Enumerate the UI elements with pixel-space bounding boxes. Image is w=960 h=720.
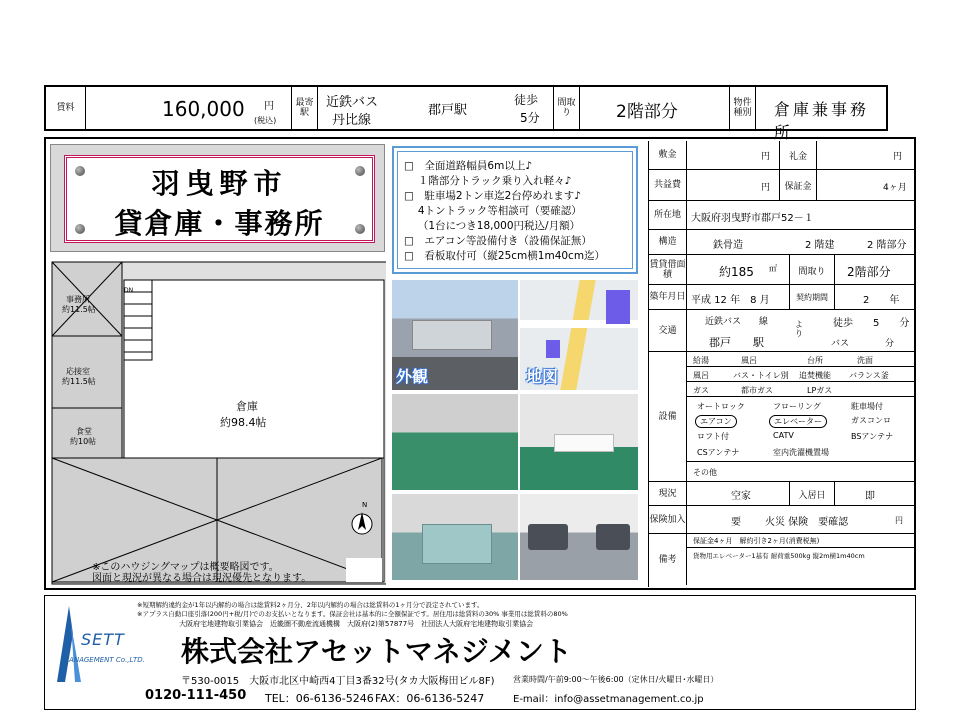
footer: [44, 595, 916, 710]
floorplan-note-1: ※このハウジングマップは概要略図です。: [92, 562, 279, 573]
walk-time: 5分: [520, 111, 540, 125]
equip-item: CATV: [773, 431, 794, 440]
equip-item: バランス釜: [849, 371, 889, 380]
equip-row: [687, 382, 915, 397]
stair-dn-label: DN: [124, 287, 134, 294]
equip-item: 洗面: [857, 356, 873, 365]
free-dial: 0120-111-450: [145, 688, 247, 703]
structure-label: 構造: [649, 230, 687, 254]
table-layout-label: 間取り: [789, 255, 835, 285]
address-label: 所在地: [649, 201, 687, 229]
equip-item: BSアンテナ: [851, 432, 894, 441]
footer-note-2: ※アプラス自動口座引落(200円+税/月)でのお支払いとなります。保証会社は基本的に全額保証です。居住用は総賃料の30% 事業用は総賃料の80%: [137, 610, 568, 618]
room-office-label: 事務所: [66, 295, 90, 304]
layout-cell: [580, 87, 730, 129]
floors-value: 2 階建: [805, 240, 835, 251]
feature-line: □ エアコン等設備付き（設備保証無）: [404, 235, 592, 247]
equip-item: ガスコンロ: [851, 416, 891, 425]
equip-item: CSアンテナ: [697, 448, 740, 457]
fire-insurance: 火災 保険 要確認: [765, 517, 849, 528]
row-transport: [649, 310, 915, 352]
feature-line: １階部分トラック乗り入れ軽々♪: [404, 175, 572, 187]
insurance-unit: 円: [895, 516, 903, 525]
map-area: [546, 340, 560, 358]
transport-walk: 徒歩 5 分: [833, 318, 910, 329]
type-label: 物件種別: [730, 87, 756, 129]
row-age: [649, 285, 915, 310]
contract-value: 2 年: [863, 295, 900, 306]
row-area: [649, 255, 915, 285]
row-structure: [649, 230, 915, 255]
station-label: 最寄駅: [292, 87, 318, 129]
move-in-value: 即: [865, 491, 875, 502]
features-box: [392, 146, 638, 274]
company-tel: TEL：06-6136-5246: [265, 692, 374, 705]
equip-item: 給湯: [693, 356, 709, 365]
equip-item: 追焚機能: [799, 371, 831, 380]
equip-item: バス・トイレ別: [733, 371, 789, 380]
company-name: 株式会社アセットマネジメント: [181, 635, 572, 668]
feature-line: （1台につき18,000円税込/月額）: [404, 220, 581, 232]
remarks-text-2: 貨物用エレベーター1基有 耐荷重500kg 縦2m横1m40cm: [693, 552, 865, 560]
room-office-size: 約11.5帖: [62, 305, 96, 314]
key-money-label: 礼金: [779, 141, 817, 170]
bus-company: 近鉄バス 線: [705, 317, 769, 327]
bus-line-2: 丹比線: [332, 113, 372, 128]
structure-value: 鉄骨造: [713, 240, 743, 251]
row-status: [649, 482, 915, 506]
floor-plan: [46, 258, 386, 588]
layout-value: 2階部分: [616, 102, 678, 122]
row-equipment: [649, 352, 915, 482]
rent-tax: (税込): [254, 116, 277, 125]
floorplan-note-2: 図面と現況が異なる場合は現況優先となります。: [92, 573, 312, 584]
equip-row: [687, 367, 915, 382]
rent-unit: 円: [264, 101, 274, 112]
reception-photo: [520, 494, 638, 580]
guarantee-value: 4ヶ月: [883, 183, 907, 193]
equip-other-row: [687, 462, 915, 482]
north-label: N: [362, 501, 368, 509]
room-reception-label: 応接室: [66, 367, 90, 376]
remarks-text-1: 保証金4ヶ月 解約引き2ヶ月(消費税無): [693, 537, 820, 545]
title-sign-frame: [64, 155, 375, 243]
row-remarks: [649, 534, 915, 585]
table-shape: [554, 434, 614, 452]
station-cell: [318, 87, 554, 129]
row-insurance: [649, 506, 915, 534]
age-label: 築年月日: [649, 285, 687, 309]
room-reception-size: 約11.5帖: [62, 377, 96, 386]
company-address: 〒530-0015 大阪市北区中崎西4丁目3番32号(タカ大阪梅田ビル8F): [181, 676, 495, 687]
company-logo-icon: [53, 604, 83, 684]
sign-title-city: 羽曳野市: [151, 167, 288, 200]
sofa-shape: [528, 524, 568, 550]
building-shape: [412, 320, 492, 350]
age-value: 平成 12 年 8 月: [691, 295, 770, 306]
room-dining-size: 約10帖: [70, 437, 97, 446]
transport-bus: バス 分: [831, 339, 895, 349]
feature-line: □ 全面道路幅員6m以上♪: [404, 160, 533, 172]
equip-item: ロフト付: [697, 432, 729, 441]
common-fee-unit: 円: [761, 183, 771, 193]
insurance-label: 保険加入: [649, 506, 687, 533]
row-common-fee: [649, 170, 915, 201]
equip-item: オートロック: [697, 402, 745, 411]
company-email: E-mail：info@assetmanagement.co.jp: [513, 694, 704, 705]
row-deposit: [649, 141, 915, 170]
room-dining-label: 食堂: [76, 427, 92, 436]
layout-label: 間取り: [554, 87, 580, 129]
floor-part-value: 2 階部分: [867, 240, 907, 251]
transport-label: 交通: [649, 310, 687, 351]
type-cell: [756, 87, 886, 142]
common-fee-label: 共益費: [649, 170, 687, 200]
feature-line: 4トントラック等相談可（要確認）: [404, 205, 582, 217]
deposit-unit: 円: [761, 152, 771, 162]
walk-label: 徒歩: [514, 93, 539, 107]
logo-text: SETT: [81, 630, 125, 649]
map-label: 地図: [526, 367, 559, 386]
map-area: [606, 290, 630, 324]
equip-row: [687, 352, 915, 367]
feature-line: □ 駐車場2トン車迄2台停めれます♪: [404, 190, 581, 202]
exterior-photo: [392, 280, 518, 390]
equip-item-circled: エアコン: [695, 415, 737, 428]
business-hours: 営業時間/午前9:00～午後6:00（定休日/火曜日･水曜日）: [513, 675, 719, 684]
insurance-value: 要: [731, 517, 741, 528]
area-unit: ㎡: [769, 264, 777, 273]
equip-item: ガス: [693, 386, 709, 395]
remarks-label: 備考: [649, 534, 687, 585]
warehouse-photo-1: [392, 394, 518, 490]
equip-item: 都市ガス: [741, 386, 773, 395]
station-name: 郡戸駅: [428, 103, 468, 118]
header-row: [44, 85, 888, 142]
equip-item-circled: エレベーター: [769, 415, 827, 428]
sofa-shape: [596, 524, 630, 550]
address-value: 大阪府羽曳野市郡戸52－１: [691, 213, 814, 224]
equip-grid: [687, 397, 915, 462]
equip-item: 風呂: [741, 356, 757, 365]
warehouse-photo-2: [520, 394, 638, 490]
remarks-line: [687, 534, 915, 548]
warehouse-size: 約98.4帖: [220, 416, 267, 429]
equip-item: 室内洗濯機置場: [773, 448, 829, 457]
status-value: 空家: [731, 491, 751, 502]
footer-note-1: ※短期解約違約金が1年以内解約の場合は総賃料2ヶ月分、2年以内解約の場合は総賃料の1ヶ月分で設定されています。: [137, 601, 484, 609]
map-road: [560, 280, 595, 390]
office-photo: [392, 494, 518, 580]
bus-line-1: 近鉄バス: [326, 95, 379, 110]
deposit-label: 敷金: [649, 141, 687, 169]
move-in-label: 入居日: [789, 482, 835, 506]
map-photo: [520, 280, 638, 390]
footer-association: 大阪府宅地建物取引業協会 近畿圏不動産流通機構 大阪府(2)第57877号 社団法人大阪府宅地建物取引業協会: [179, 620, 534, 628]
area-value: 約185: [719, 265, 754, 279]
equip-item: フローリング: [773, 402, 821, 411]
area-label: 賃貸借面積: [649, 255, 687, 284]
equip-other-label: その他: [693, 468, 717, 477]
equip-item: 風呂: [693, 371, 709, 380]
feature-line: □ 看板取付可（縦25cm横1m40cm迄）: [404, 250, 606, 262]
status-label: 現況: [649, 482, 687, 505]
key-money-unit: 円: [893, 152, 903, 162]
features-list: [397, 151, 633, 269]
rent-cell: [86, 87, 292, 129]
type-value: 倉庫兼事務所: [774, 100, 870, 142]
row-address: [649, 201, 915, 230]
company-fax: FAX：06-6136-5247: [375, 692, 485, 705]
warehouse-label: 倉庫: [236, 400, 258, 413]
guarantee-label: 保証金: [779, 170, 817, 201]
logo-subtext: MANAGEMENT Co.,LTD.: [63, 656, 145, 664]
transport-station: 郡戸 駅: [709, 336, 764, 349]
equipment-label: 設備: [649, 352, 687, 481]
property-table: [648, 141, 914, 587]
equip-item: 台所: [807, 356, 823, 365]
rent-label: 賃料: [46, 87, 86, 129]
yori-label: より: [795, 320, 803, 338]
exterior-label: 外観: [396, 367, 429, 386]
equip-item: LPガス: [807, 386, 833, 395]
desk-shape: [422, 524, 492, 564]
table-layout-value: 2階部分: [847, 265, 891, 279]
title-sign: [50, 144, 385, 252]
contract-label: 契約期間: [789, 285, 835, 310]
equip-item: 駐車場付: [851, 402, 883, 411]
rent-value: 160,000: [162, 97, 245, 121]
sign-title-type: 貸倉庫・事務所: [114, 207, 325, 240]
